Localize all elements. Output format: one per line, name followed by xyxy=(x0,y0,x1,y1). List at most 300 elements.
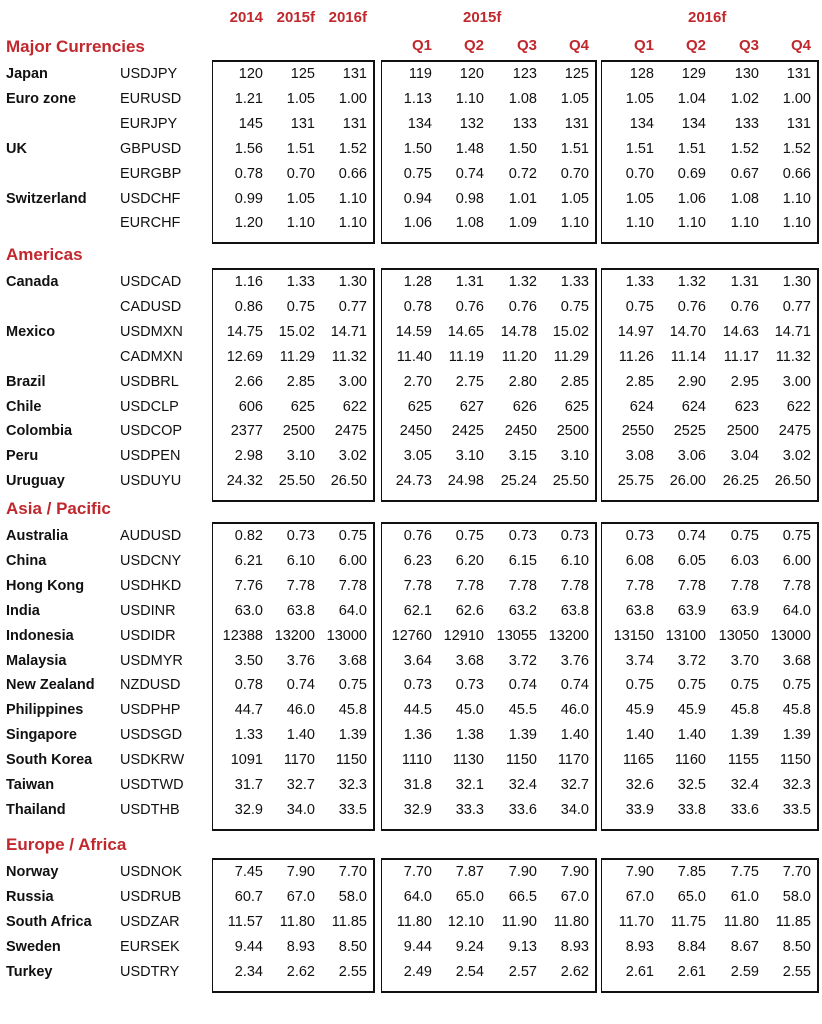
rate-value: 33.5 xyxy=(338,801,367,818)
rate-value: 67.0 xyxy=(625,888,654,905)
table-row xyxy=(0,324,822,346)
rate-value: 8.84 xyxy=(677,938,706,955)
rate-value: 0.73 xyxy=(560,528,589,544)
rate-value: 3.00 xyxy=(338,373,367,390)
rate-value: 32.3 xyxy=(782,777,811,793)
rate-value: 7.78 xyxy=(338,577,367,594)
rate-value: 7.85 xyxy=(677,864,706,880)
country-label: Thailand xyxy=(6,801,66,818)
rate-value: 14.78 xyxy=(500,323,537,340)
rate-value: 625 xyxy=(407,398,432,415)
column-header-annual: 2014 xyxy=(229,9,263,26)
rate-value: 14.71 xyxy=(330,323,367,340)
rate-value: 0.73 xyxy=(286,528,315,544)
country-label: Russia xyxy=(6,888,54,905)
rate-value: 45.9 xyxy=(625,702,654,719)
rate-value: 1.01 xyxy=(508,190,537,207)
rate-value: 24.32 xyxy=(226,473,263,490)
currency-pair: USDINR xyxy=(120,602,176,619)
rate-value: 34.0 xyxy=(286,801,315,818)
column-header-quarter: Q4 xyxy=(568,37,589,54)
rate-value: 1.30 xyxy=(338,274,367,290)
rate-value: 63.0 xyxy=(234,602,263,619)
table-row xyxy=(0,91,822,113)
rate-value: 7.70 xyxy=(782,864,811,880)
rate-value: 0.98 xyxy=(455,190,484,207)
rate-value: 7.78 xyxy=(782,577,811,594)
table-row xyxy=(0,939,822,961)
rate-value: 8.50 xyxy=(338,938,367,955)
rate-value: 1.40 xyxy=(625,727,654,744)
rate-value: 33.8 xyxy=(677,801,706,818)
rate-value: 132 xyxy=(459,115,484,132)
rate-value: 3.02 xyxy=(338,448,367,465)
rate-value: 0.73 xyxy=(455,677,484,694)
table-row xyxy=(0,349,822,371)
rate-value: 0.70 xyxy=(286,165,315,182)
table-row xyxy=(0,448,822,470)
rate-value: 3.72 xyxy=(508,652,537,669)
rate-value: 8.93 xyxy=(560,938,589,955)
rate-value: 12910 xyxy=(443,627,484,644)
rate-value: 0.75 xyxy=(730,677,759,694)
currency-pair: USDJPY xyxy=(120,66,178,82)
currency-pair: USDSGD xyxy=(120,727,183,744)
rate-value: 1.39 xyxy=(782,727,811,744)
country-label: Uruguay xyxy=(6,473,65,490)
rate-value: 0.74 xyxy=(677,528,706,544)
rate-value: 0.76 xyxy=(455,298,484,315)
rate-value: 1.51 xyxy=(286,140,315,157)
table-row xyxy=(0,66,822,88)
rate-value: 11.80 xyxy=(723,913,759,930)
currency-pair: EURJPY xyxy=(120,115,178,132)
rate-value: 622 xyxy=(786,398,811,415)
rate-value: 11.70 xyxy=(618,913,654,930)
rate-value: 125 xyxy=(564,66,589,82)
currency-pair: AUDUSD xyxy=(120,528,182,544)
rate-value: 128 xyxy=(629,66,654,82)
rate-value: 3.15 xyxy=(508,448,537,465)
rate-value: 624 xyxy=(681,398,706,415)
currency-pair: USDMYR xyxy=(120,652,183,669)
rate-value: 129 xyxy=(681,66,706,82)
rate-value: 2.55 xyxy=(782,963,811,980)
rate-value: 7.90 xyxy=(286,864,315,880)
country-label: South Korea xyxy=(6,752,93,769)
rate-value: 8.67 xyxy=(730,938,759,955)
rate-value: 0.75 xyxy=(338,677,367,694)
rate-value: 1.28 xyxy=(403,274,432,290)
rate-value: 11.85 xyxy=(775,913,811,930)
table-row xyxy=(0,752,822,774)
rate-value: 7.87 xyxy=(455,864,484,880)
rate-value: 64.0 xyxy=(403,888,432,905)
rate-value: 1.52 xyxy=(782,140,811,157)
rate-value: 134 xyxy=(681,115,706,132)
rate-value: 1150 xyxy=(335,752,367,769)
rate-value: 3.74 xyxy=(625,652,654,669)
rate-value: 11.80 xyxy=(553,913,589,930)
section-title: Major Currencies xyxy=(6,37,145,56)
rate-value: 11.40 xyxy=(396,348,432,365)
rate-value: 1.32 xyxy=(508,274,537,290)
table-row xyxy=(0,374,822,396)
currency-pair: USDCAD xyxy=(120,274,182,290)
rate-value: 623 xyxy=(734,398,759,415)
rate-value: 0.72 xyxy=(508,165,537,182)
currency-pair: EURGBP xyxy=(120,165,182,182)
rate-value: 125 xyxy=(290,66,315,82)
rate-value: 2.54 xyxy=(455,963,484,980)
currency-pair: USDBRL xyxy=(120,373,179,390)
table-row xyxy=(0,914,822,936)
country-label: Japan xyxy=(6,66,48,82)
currency-pair: USDRUB xyxy=(120,888,182,905)
rate-value: 2.61 xyxy=(625,963,654,980)
rate-value: 26.25 xyxy=(722,473,759,490)
rate-value: 13000 xyxy=(770,627,811,644)
column-header-quarter: Q1 xyxy=(633,37,654,54)
rate-value: 2.61 xyxy=(677,963,706,980)
rate-value: 33.3 xyxy=(455,801,484,818)
rate-value: 24.98 xyxy=(447,473,484,490)
table-row xyxy=(0,653,822,675)
rate-value: 131 xyxy=(564,115,589,132)
rate-value: 3.76 xyxy=(286,652,315,669)
rate-value: 2550 xyxy=(621,423,654,440)
rate-value: 1.50 xyxy=(403,140,432,157)
country-label: Switzerland xyxy=(6,190,87,207)
country-label: Turkey xyxy=(6,963,53,980)
rate-value: 2.75 xyxy=(455,373,484,390)
rate-value: 1.00 xyxy=(782,90,811,107)
rate-value: 2475 xyxy=(334,423,367,440)
rate-value: 11.32 xyxy=(775,348,811,365)
rate-value: 32.9 xyxy=(403,801,432,818)
rate-value: 2.66 xyxy=(234,373,263,390)
rate-value: 1091 xyxy=(230,752,263,769)
rate-value: 63.9 xyxy=(730,602,759,619)
rate-value: 6.10 xyxy=(560,552,589,569)
rate-value: 1.39 xyxy=(338,727,367,744)
table-row xyxy=(0,399,822,421)
rate-value: 1.09 xyxy=(508,215,537,232)
rate-value: 131 xyxy=(290,115,315,132)
rate-value: 2.95 xyxy=(730,373,759,390)
country-label: South Africa xyxy=(6,913,92,930)
rate-value: 0.74 xyxy=(455,165,484,182)
rate-value: 0.82 xyxy=(234,528,263,544)
rate-value: 1.33 xyxy=(286,274,315,290)
rate-value: 1170 xyxy=(557,752,589,769)
rate-value: 1.33 xyxy=(625,274,654,290)
table-row xyxy=(0,964,822,986)
column-header-quarter: Q2 xyxy=(463,37,484,54)
rate-value: 1.39 xyxy=(730,727,759,744)
rate-value: 6.00 xyxy=(338,552,367,569)
rate-value: 44.5 xyxy=(403,702,432,719)
rate-value: 0.75 xyxy=(403,165,432,182)
currency-pair: USDIDR xyxy=(120,627,176,644)
rate-value: 26.00 xyxy=(669,473,706,490)
rate-value: 1.08 xyxy=(455,215,484,232)
currency-pair: USDKRW xyxy=(120,752,185,769)
rate-value: 622 xyxy=(342,398,367,415)
currency-pair: EURSEK xyxy=(120,938,180,955)
currency-pair: USDCLP xyxy=(120,398,179,415)
rate-value: 1.40 xyxy=(286,727,315,744)
table-row xyxy=(0,553,822,575)
rate-value: 1130 xyxy=(452,752,484,769)
rate-value: 11.20 xyxy=(501,348,537,365)
rate-value: 11.29 xyxy=(553,348,589,365)
rate-value: 15.02 xyxy=(278,323,315,340)
rate-value: 0.75 xyxy=(455,528,484,544)
rate-value: 2.55 xyxy=(338,963,367,980)
rate-value: 45.8 xyxy=(782,702,811,719)
rate-value: 63.9 xyxy=(677,602,706,619)
country-label: Brazil xyxy=(6,373,46,390)
rate-value: 7.78 xyxy=(455,577,484,594)
rate-value: 131 xyxy=(786,66,811,82)
rate-value: 9.44 xyxy=(403,938,432,955)
rate-value: 6.05 xyxy=(677,552,706,569)
currency-pair: GBPUSD xyxy=(120,140,182,157)
rate-value: 1.10 xyxy=(782,215,811,232)
rate-value: 45.9 xyxy=(677,702,706,719)
rate-value: 3.04 xyxy=(730,448,759,465)
rate-value: 123 xyxy=(512,66,537,82)
rate-value: 2500 xyxy=(726,423,759,440)
rate-value: 66.5 xyxy=(508,888,537,905)
rate-value: 1.13 xyxy=(403,90,432,107)
rate-value: 7.75 xyxy=(730,864,759,880)
rate-value: 0.66 xyxy=(782,165,811,182)
rate-value: 45.0 xyxy=(455,702,484,719)
rate-value: 11.57 xyxy=(227,913,263,930)
rate-value: 2.85 xyxy=(286,373,315,390)
rate-value: 0.99 xyxy=(234,190,263,207)
rate-value: 11.29 xyxy=(279,348,315,365)
rate-value: 7.76 xyxy=(234,577,263,594)
rate-value: 7.90 xyxy=(560,864,589,880)
rate-value: 1.32 xyxy=(677,274,706,290)
rate-value: 32.9 xyxy=(234,801,263,818)
rate-value: 0.76 xyxy=(730,298,759,315)
rate-value: 3.08 xyxy=(625,448,654,465)
rate-value: 11.26 xyxy=(618,348,654,365)
rate-value: 626 xyxy=(512,398,537,415)
rate-value: 8.50 xyxy=(782,938,811,955)
rate-value: 3.10 xyxy=(286,448,315,465)
rate-value: 11.14 xyxy=(670,348,706,365)
rate-value: 9.13 xyxy=(508,938,537,955)
table-row xyxy=(0,473,822,495)
rate-value: 6.20 xyxy=(455,552,484,569)
rate-value: 1.06 xyxy=(403,215,432,232)
rate-value: 1.05 xyxy=(286,190,315,207)
rate-value: 0.73 xyxy=(625,528,654,544)
rate-value: 7.45 xyxy=(234,864,263,880)
rate-value: 6.15 xyxy=(508,552,537,569)
currency-pair: USDTRY xyxy=(120,963,180,980)
rate-value: 67.0 xyxy=(560,888,589,905)
currency-pair: CADUSD xyxy=(120,298,182,315)
rate-value: 6.21 xyxy=(234,552,263,569)
rate-value: 0.76 xyxy=(403,528,432,544)
rate-value: 2.59 xyxy=(730,963,759,980)
rate-value: 6.03 xyxy=(730,552,759,569)
currency-pair: USDNOK xyxy=(120,864,183,880)
country-label: Singapore xyxy=(6,727,77,744)
rate-value: 131 xyxy=(342,115,367,132)
rate-value: 1.56 xyxy=(234,140,263,157)
rate-value: 63.8 xyxy=(625,602,654,619)
rate-value: 0.77 xyxy=(782,298,811,315)
rate-value: 0.75 xyxy=(677,677,706,694)
country-label: Philippines xyxy=(6,702,84,719)
rate-value: 131 xyxy=(786,115,811,132)
column-header-annual: 2015f xyxy=(276,9,315,26)
rate-value: 25.50 xyxy=(552,473,589,490)
rate-value: 3.64 xyxy=(403,652,432,669)
rate-value: 1150 xyxy=(779,752,811,769)
rate-value: 625 xyxy=(290,398,315,415)
rate-value: 1.10 xyxy=(286,215,315,232)
currency-pair: USDCNY xyxy=(120,552,182,569)
rate-value: 2377 xyxy=(230,423,263,440)
table-row xyxy=(0,578,822,600)
rate-value: 134 xyxy=(407,115,432,132)
rate-value: 11.80 xyxy=(396,913,432,930)
rate-value: 133 xyxy=(512,115,537,132)
country-label: Peru xyxy=(6,448,39,465)
rate-value: 3.00 xyxy=(782,373,811,390)
rate-value: 32.4 xyxy=(508,777,537,793)
rate-value: 33.5 xyxy=(782,801,811,818)
rate-value: 0.75 xyxy=(782,677,811,694)
rate-value: 14.97 xyxy=(617,323,654,340)
rate-value: 2525 xyxy=(673,423,706,440)
rate-value: 119 xyxy=(408,66,432,82)
rate-value: 32.7 xyxy=(286,777,315,793)
country-label: Indonesia xyxy=(6,627,74,644)
currency-pair: USDPHP xyxy=(120,702,181,719)
rate-value: 0.76 xyxy=(677,298,706,315)
rate-value: 1.05 xyxy=(560,190,589,207)
rate-value: 0.78 xyxy=(234,677,263,694)
column-header-quarter: Q1 xyxy=(411,37,432,54)
rate-value: 12760 xyxy=(391,627,432,644)
table-row xyxy=(0,215,822,237)
rate-value: 2.62 xyxy=(286,963,315,980)
table-row xyxy=(0,528,822,550)
rate-value: 1.10 xyxy=(338,215,367,232)
rate-value: 6.10 xyxy=(286,552,315,569)
rate-value: 7.78 xyxy=(730,577,759,594)
rate-value: 625 xyxy=(564,398,589,415)
rate-value: 1.51 xyxy=(677,140,706,157)
currency-pair: NZDUSD xyxy=(120,677,181,694)
rate-value: 1.06 xyxy=(677,190,706,207)
country-label: Euro zone xyxy=(6,90,77,107)
rate-value: 0.75 xyxy=(730,528,759,544)
rate-value: 32.7 xyxy=(560,777,589,793)
rate-value: 13150 xyxy=(613,627,654,644)
rate-value: 1.08 xyxy=(508,90,537,107)
rate-value: 2.98 xyxy=(234,448,263,465)
rate-value: 0.94 xyxy=(403,190,432,207)
rate-value: 7.90 xyxy=(508,864,537,880)
rate-value: 2.85 xyxy=(625,373,654,390)
group-header-2016: 2016f xyxy=(688,9,727,26)
rate-value: 6.23 xyxy=(403,552,432,569)
rate-value: 0.77 xyxy=(338,298,367,315)
currency-pair: EURCHF xyxy=(120,215,181,232)
rate-value: 14.75 xyxy=(226,323,263,340)
rate-value: 8.93 xyxy=(625,938,654,955)
column-header-quarter: Q3 xyxy=(516,37,537,54)
rate-value: 0.74 xyxy=(560,677,589,694)
country-label: Chile xyxy=(6,398,42,415)
country-label: Canada xyxy=(6,274,59,290)
rate-value: 34.0 xyxy=(560,801,589,818)
country-label: China xyxy=(6,552,47,569)
rate-value: 31.8 xyxy=(403,777,432,793)
rate-value: 7.78 xyxy=(677,577,706,594)
rate-value: 3.76 xyxy=(560,652,589,669)
rate-value: 1.10 xyxy=(455,90,484,107)
country-label: Mexico xyxy=(6,323,56,340)
rate-value: 32.1 xyxy=(455,777,484,793)
rate-value: 0.75 xyxy=(625,298,654,315)
rate-value: 11.90 xyxy=(501,913,537,930)
table-row xyxy=(0,141,822,163)
rate-value: 2.70 xyxy=(403,373,432,390)
rate-value: 14.70 xyxy=(669,323,706,340)
currency-pair: USDUYU xyxy=(120,473,182,490)
currency-pair: USDZAR xyxy=(120,913,180,930)
table-row xyxy=(0,299,822,321)
rate-value: 1.51 xyxy=(560,140,589,157)
rate-value: 3.10 xyxy=(455,448,484,465)
rate-value: 1.21 xyxy=(234,90,263,107)
rate-value: 15.02 xyxy=(552,323,589,340)
rate-value: 9.24 xyxy=(455,938,484,955)
rate-value: 65.0 xyxy=(455,888,484,905)
rate-value: 3.68 xyxy=(782,652,811,669)
rate-value: 1.05 xyxy=(560,90,589,107)
rate-value: 7.90 xyxy=(625,864,654,880)
rate-value: 2.80 xyxy=(508,373,537,390)
rate-value: 0.78 xyxy=(234,165,263,182)
rate-value: 0.70 xyxy=(625,165,654,182)
rate-value: 0.75 xyxy=(338,528,367,544)
rate-value: 1.05 xyxy=(625,190,654,207)
rate-value: 130 xyxy=(734,66,759,82)
rate-value: 14.71 xyxy=(774,323,811,340)
rate-value: 8.93 xyxy=(286,938,315,955)
rate-value: 3.70 xyxy=(730,652,759,669)
column-header-annual: 2016f xyxy=(328,9,367,26)
rate-value: 0.74 xyxy=(286,677,315,694)
rate-value: 2500 xyxy=(282,423,315,440)
rate-value: 64.0 xyxy=(782,602,811,619)
rate-value: 25.24 xyxy=(500,473,537,490)
rate-value: 45.8 xyxy=(730,702,759,719)
rate-value: 0.73 xyxy=(508,528,537,544)
